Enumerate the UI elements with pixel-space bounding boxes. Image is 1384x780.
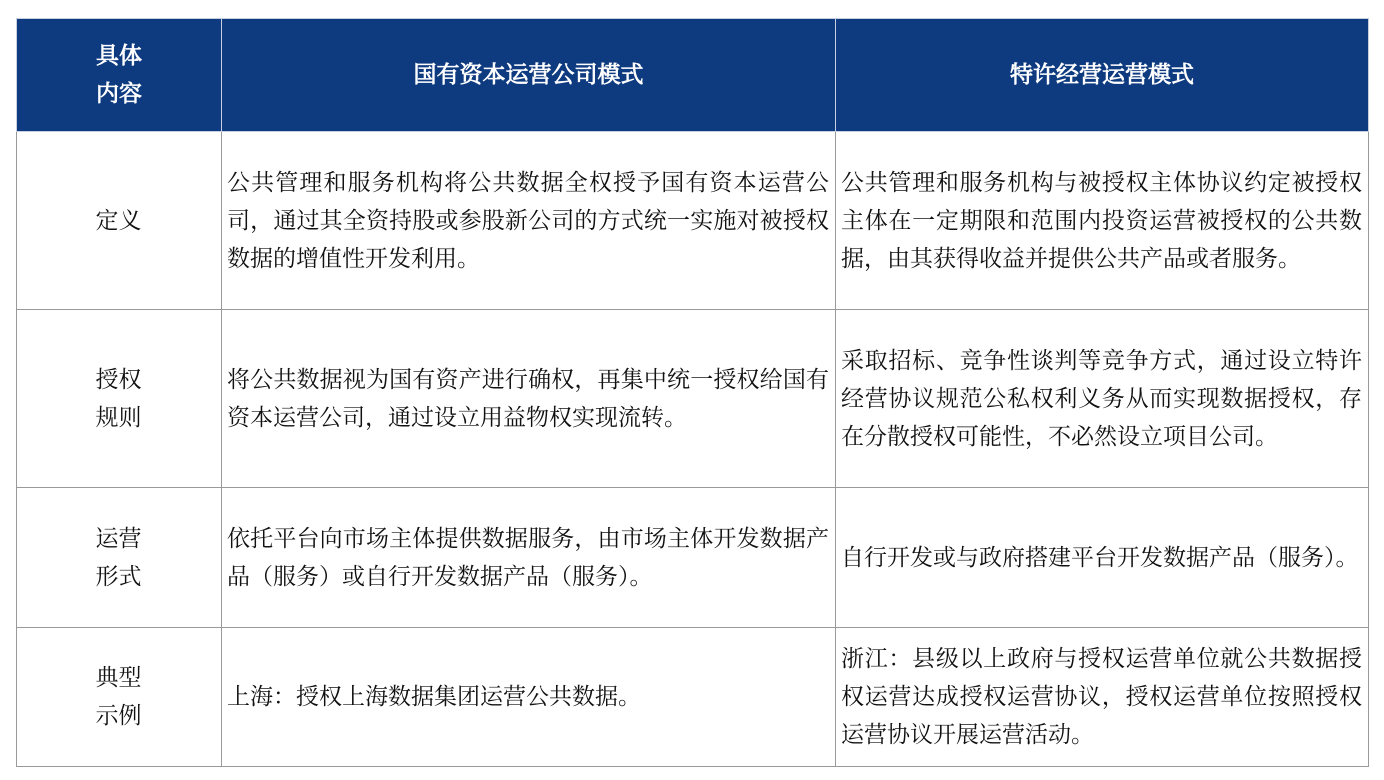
cell-franchise: 采取招标、竞争性谈判等竞争方式，通过设立特许经营协议规范公私权利义务从而实现数据授权，存在分散授权可能性，不必然设立项目公司。 — [836, 310, 1369, 488]
table-row — [17, 628, 1369, 767]
cell-franchise: 公共管理和服务机构与被授权主体协议约定被授权主体在一定期限和范围内投资运营被授权的公共数据，由其获得收益并提供公共产品或者服务。 — [836, 132, 1369, 310]
row-label-line1: 运营 — [95, 525, 142, 552]
row-label-typical-example — [17, 628, 222, 767]
comparison-table — [16, 18, 1369, 767]
row-label-line1: 典型 — [95, 665, 142, 691]
row-label-line1: 定义 — [95, 207, 142, 234]
table-row — [17, 310, 1369, 488]
table-row — [17, 488, 1369, 628]
table-header-row — [17, 19, 1369, 132]
cell-state-owned: 公共管理和服务机构将公共数据全权授予国有资本运营公司，通过其全资持股或参股新公司的方式统一实施对被授权数据的增值性开发利用。 — [222, 132, 836, 310]
header-content-aspect — [17, 19, 222, 132]
row-label-line1: 授权 — [95, 366, 142, 393]
row-label-definition — [17, 132, 222, 310]
row-label-operation-form — [17, 488, 222, 628]
row-label-authorization-rules — [17, 310, 222, 488]
cell-state-owned: 将公共数据视为国有资产进行确权，再集中统一授权给国有资本运营公司，通过设立用益物权实现流转。 — [222, 310, 836, 488]
row-label-line2: 示例 — [95, 703, 142, 729]
table-row — [17, 132, 1369, 310]
header-state-owned-model: 国有资本运营公司模式 — [222, 19, 836, 132]
cell-state-owned: 上海：授权上海数据集团运营公共数据。 — [222, 628, 836, 767]
header-content-aspect-full — [0, 0, 1, 1]
cell-franchise: 浙江：县级以上政府与授权运营单位就公共数据授权运营达成授权运营协议，授权运营单位按照授权运营协议开展运营活动。 — [836, 628, 1369, 767]
header-content-aspect-line2: 内容 — [96, 81, 142, 107]
cell-franchise: 自行开发或与政府搭建平台开发数据产品（服务）。 — [836, 488, 1369, 628]
row-label-line2: 规则 — [95, 404, 142, 431]
cell-state-owned: 依托平台向市场主体提供数据服务，由市场主体开发数据产品（服务）或自行开发数据产品（服务）。 — [222, 488, 836, 628]
row-label-line2: 形式 — [95, 563, 142, 590]
header-content-aspect-line1: 具体 — [96, 43, 142, 69]
header-franchise-model: 特许经营运营模式 — [836, 19, 1369, 132]
